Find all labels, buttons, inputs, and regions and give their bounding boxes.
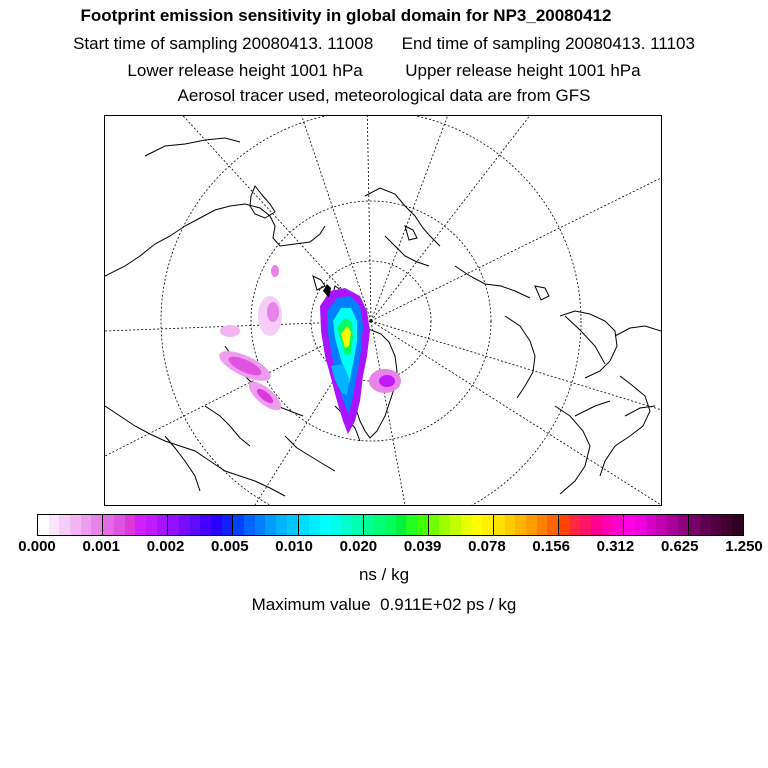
tracer-info: Aerosol tracer used, meteorological data are from GFS <box>177 86 591 105</box>
colorbar-cell <box>244 515 255 535</box>
colorbar-tick-label: 0.002 <box>146 538 185 555</box>
colorbar-tick-label: 0.005 <box>211 538 249 555</box>
colorbar-cell <box>255 515 266 535</box>
colorbar-cell <box>364 515 375 535</box>
colorbar-cell <box>385 515 396 535</box>
colorbar-cell <box>505 515 516 535</box>
colorbar-cell <box>439 515 450 535</box>
colorbar-cell <box>103 515 114 535</box>
colorbar-cell <box>494 515 505 535</box>
longitude-lines <box>105 116 661 505</box>
colorbar-cell <box>700 515 711 535</box>
colorbar-cell <box>299 515 310 535</box>
colorbar-cell <box>374 515 385 535</box>
colorbar-cell <box>472 515 483 535</box>
colorbar-units: ns / kg <box>358 565 410 584</box>
colorbar-cell <box>602 515 613 535</box>
colorbar-cell <box>146 515 157 535</box>
colorbar-cell <box>656 515 667 535</box>
colorbar-cell <box>179 515 190 535</box>
colorbar-cell <box>287 515 299 535</box>
map-canvas <box>105 116 661 505</box>
colorbar-cell <box>646 515 657 535</box>
colorbar-tick-label: 0.078 <box>468 538 506 555</box>
latitude-circles <box>161 116 581 505</box>
map-title: Footprint emission sensitivity in global domain for NP3_20080412 <box>80 6 612 25</box>
colorbar-cell <box>70 515 81 535</box>
colorbar-tick-label: 0.156 <box>532 538 570 555</box>
colorbar-cell <box>135 515 146 535</box>
colorbar-cell <box>49 515 60 535</box>
colorbar-cell <box>624 515 635 535</box>
colorbar-cell <box>396 515 407 535</box>
colorbar-cell <box>157 515 169 535</box>
colorbar-cell <box>570 515 581 535</box>
maximum-value: Maximum value 0.911E+02 ps / kg <box>251 595 517 614</box>
colorbar-tick-label: 0.000 <box>18 538 56 555</box>
colorbar-cell <box>200 515 211 535</box>
colorbar-cell <box>515 515 526 535</box>
colorbar-cell <box>114 515 125 535</box>
colorbar-cell <box>526 515 537 535</box>
colorbar-cell <box>331 515 342 535</box>
colorbar-cell <box>233 515 244 535</box>
colorbar-cell <box>635 515 646 535</box>
colorbar-cell <box>352 515 364 535</box>
colorbar-cell <box>537 515 548 535</box>
colorbar-cell <box>429 515 440 535</box>
release-height: Lower release height 1001 hPa Upper release height 1001 hPa <box>127 61 641 80</box>
colorbar-cell <box>591 515 602 535</box>
colorbar-cell <box>309 515 320 535</box>
colorbar-cell <box>320 515 331 535</box>
colorbar-tick-label: 0.001 <box>82 538 121 555</box>
colorbar-cell <box>711 515 722 535</box>
colorbar-cell <box>211 515 222 535</box>
colorbar-cell <box>689 515 700 535</box>
colorbar-cell <box>168 515 179 535</box>
colorbar-cell <box>612 515 624 535</box>
colorbar-tick-label: 0.625 <box>660 538 699 555</box>
colorbar-tick-label: 0.020 <box>339 538 378 555</box>
colorbar-cell <box>580 515 591 535</box>
colorbar-cell <box>81 515 92 535</box>
colorbar-cell <box>417 515 429 535</box>
colorbar-cell <box>461 515 472 535</box>
colorbar-cell <box>547 515 559 535</box>
colorbar-cell <box>667 515 678 535</box>
colorbar-cell <box>265 515 276 535</box>
colorbar-cell <box>482 515 494 535</box>
colorbar-cell <box>406 515 417 535</box>
colorbar-cell <box>450 515 461 535</box>
polar-stereographic-map <box>104 115 662 506</box>
colorbar-tick-label: 0.039 <box>403 538 442 555</box>
colorbar-cell <box>91 515 103 535</box>
colorbar-cell <box>559 515 570 535</box>
colorbar-cell <box>732 515 743 535</box>
colorbar <box>37 514 744 536</box>
colorbar-cell <box>276 515 287 535</box>
colorbar-tick-label: 0.312 <box>596 538 635 555</box>
colorbar-cell <box>190 515 201 535</box>
colorbar-tick-label: 1.250 <box>725 538 763 555</box>
colorbar-cell <box>222 515 234 535</box>
colorbar-cell <box>125 515 136 535</box>
colorbar-cell <box>59 515 70 535</box>
sampling-time: Start time of sampling 20080413. 11008 End time of sampling 20080413. 11103 <box>73 34 695 53</box>
emission-footprint <box>215 265 401 434</box>
colorbar-cell <box>38 515 49 535</box>
colorbar-cell <box>721 515 732 535</box>
colorbar-cell <box>678 515 690 535</box>
colorbar-cell <box>341 515 352 535</box>
coastlines <box>105 138 661 496</box>
colorbar-tick-label: 0.010 <box>275 538 313 555</box>
